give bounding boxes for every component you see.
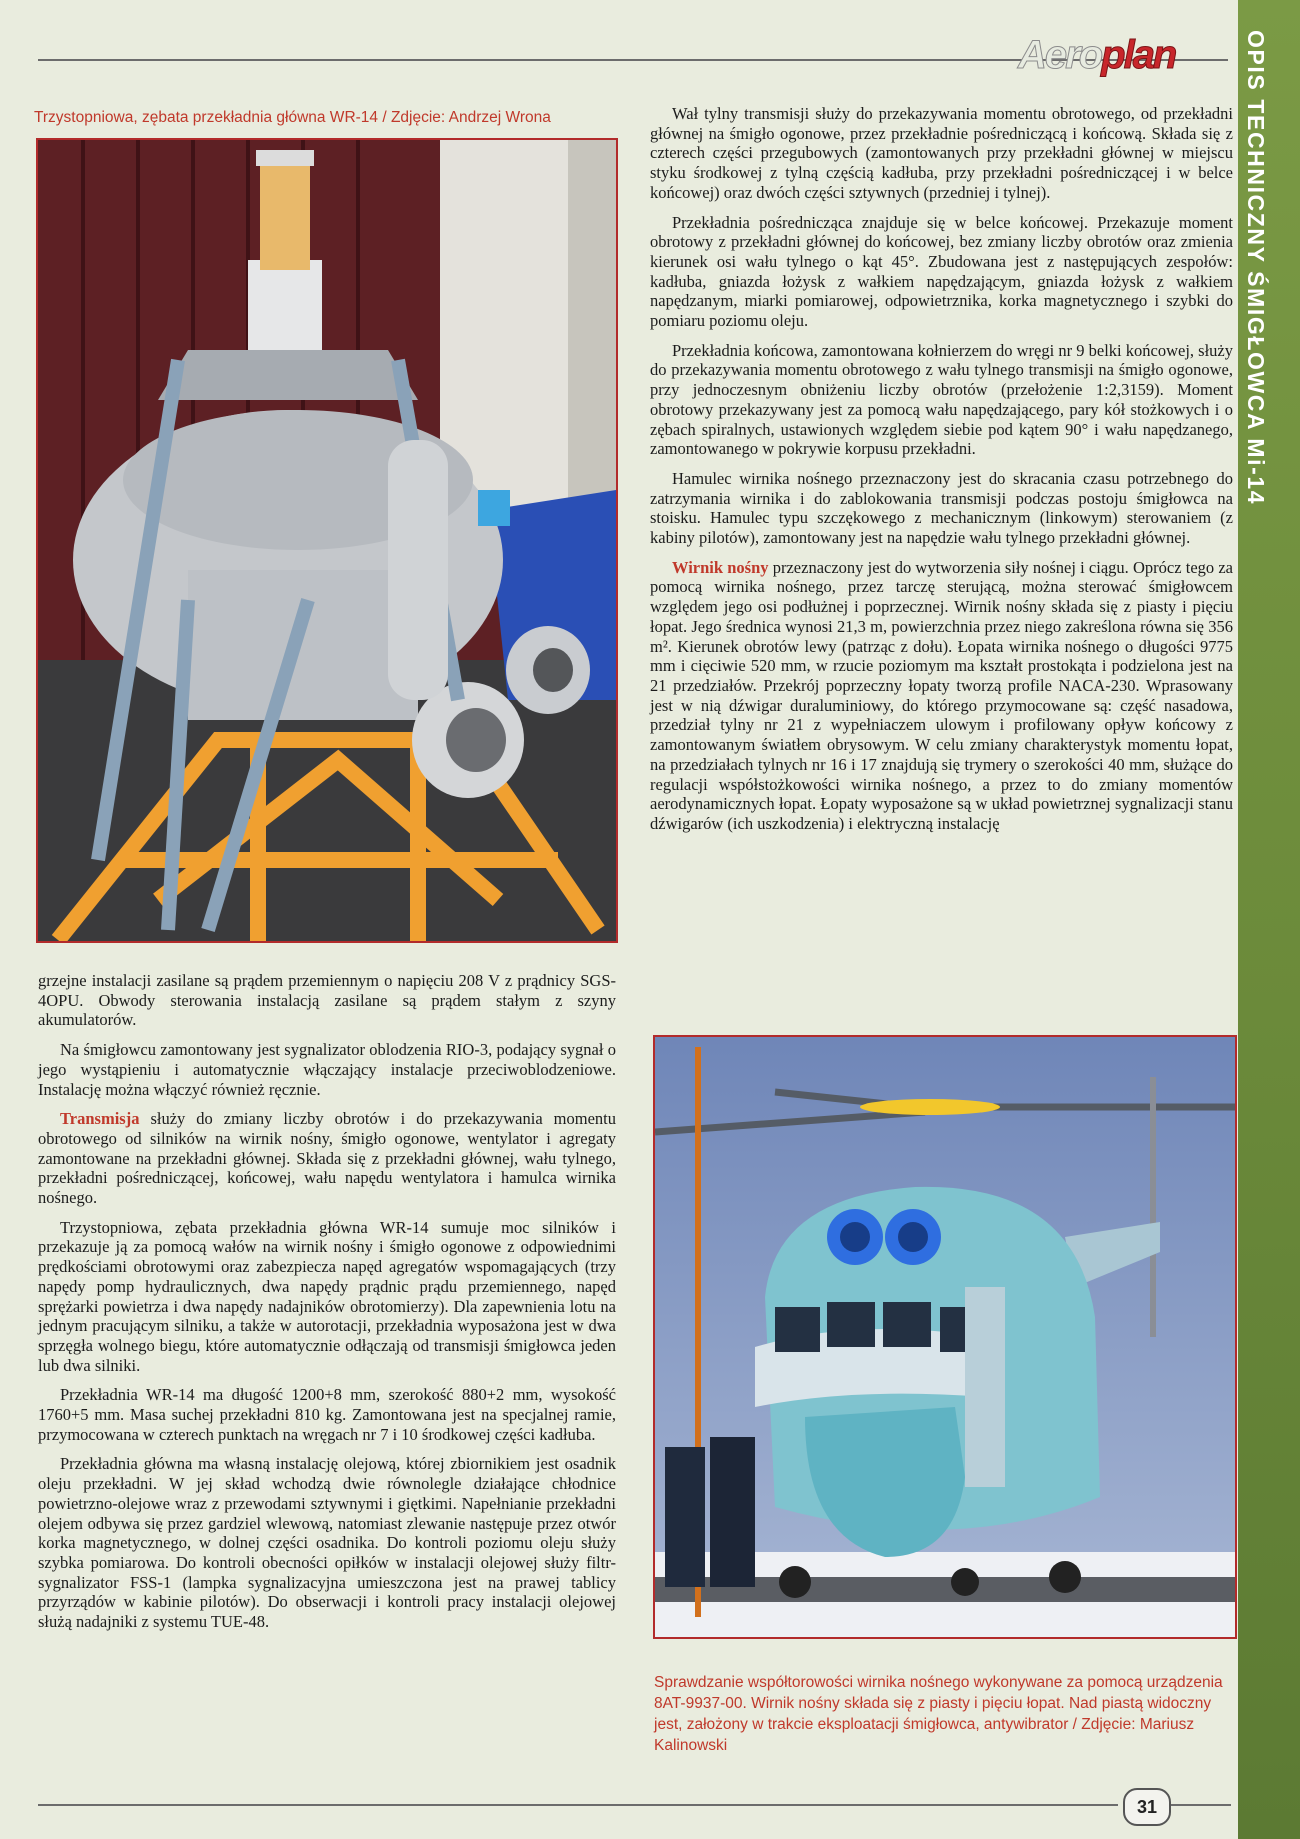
logo-text-aero: Aero bbox=[1018, 33, 1102, 77]
paragraph: Przekładnia pośrednicząca znajduje się w belce końcowej. Przekazuje moment obrotowy z przekładni głównej do końcowej, bez zmiany liczby obrotów oraz zmienia kierunek osi wału tylnego o kąt 45°. Zbudowana jest z następujących zespołów: kadłuba, gniazda łożysk z wałkiem napędzającym, gniazda łożysk z wałkiem napędzanym, miarki pomiarowej, odpowietrznika, korka magnetycznego i szybki do pomiaru poziomu oleju. bbox=[650, 212, 1233, 331]
gearbox-illustration bbox=[38, 140, 616, 941]
helicopter-photo bbox=[653, 1035, 1237, 1639]
paragraph: Przekładnia główna ma własną instalację olejową, której zbiornikiem jest osadnik oleju przekładni. W jej skład wchodzą dwie równolegle działające chłodnice powietrzno-olejowe wraz z przewodami sztywnymi i giętkimi. Napełnianie przekładni olejem odbywa się przez gardziel wlewową, natomiast zlewanie następuje przez otwór korka magnetycznego, w dolnej części osadnika. Do kontroli poziomu oleju służy szybka pomiarowa. Do kontroli obecności opiłków w instalacji olejowej służy filtr-sygnalizator FSS-1 (lampka sygnalizacyjna umieszczona jest na prawej tablicy przyrządów w kabinie pilotów). Do obserwacji i kontroli pracy instalacji olejowej służą nadajniki z systemu TUE-48. bbox=[38, 1454, 616, 1632]
paragraph: Trzystopniowa, zębata przekładnia główna WR-14 sumuje moc silników i przekazuje ją za pomocą wałów na wirnik nośny i śmigło ogonowe z odpowiednimi prędkościami obrotowymi oraz zabezpiecza napęd agregatów wspomagających (trzy napędy pomp hydraulicznych, dwa napędy prądnic prądu przemiennego, napęd sprężarki powietrza i dwa napędy nadajników obrotomierzy). Dla zapewnienia lotu na jednym pracującym silniku, a także w autorotacji, przekładnia wyposażona jest w dwa sprzęgła wolnego biegu, które automatycznie odłączają od transmisji śmigłowca jeden lub dwa silniki. bbox=[38, 1217, 616, 1375]
paragraph-text: przeznaczony jest do wytworzenia siły nośnej i ciągu. Oprócz tego za pomocą wirnika nośnego, przez tarczę sterującą, można sterować śmigłowcem względem jego osi podłużnej i poprzecznej. Wirnik nośny składa się z piasty i pięciu łopat. Jego średnica wynosi 21,3 m, powierzchnia przez niego zakreślona równa się 356 m². Kierunek obrotów lewy (patrząc z dołu). Łopata wirnika nośnego o długości 9775 mm i cięciwie 520 mm, w rzucie poziomym ma kształt prostokąta i podzielona jest na 21 przedziałów. Przekrój poprzeczny łopaty tworzą profile NACA-230. Wprasowany jest w nią dźwigar duraluminiowy, do którego przymocowane są: część nasadowa, przedział tylny nr 21 z wypełniaczem ulowym i profilowany opływ końcowy z zamontowanym światłem obrysowym. W celu zmiany charakterystyk momentu łopat, na przedziałach tylnych nr 16 i 17 znajdują się trymery o szerokości 40 mm, służące do regulacji współstożkowości wirnika nośnego, a przez to do zmiany momentów aerodynamicznych łopat. Łopaty wyposażone są w układ powietrznej sygnalizacji stanu dźwigarów (ich uszkodzenia) i elektryczną instalację bbox=[650, 557, 1233, 833]
gearbox-photo bbox=[36, 138, 618, 943]
paragraph: Na śmigłowcu zamontowany jest sygnalizator oblodzenia RIO-3, podający sygnał o jego wystąpieniu i automatycznie włączający instalacje przeciwoblodzeniowe. Instalację można włączyć również ręcznie. bbox=[38, 1040, 616, 1099]
paragraph: Przekładnia WR-14 ma długość 1200+8 mm, szerokość 880+2 mm, wysokość 1760+5 mm. Masa suchej przekładni 810 kg. Zamontowana jest na specjalnej ramie, przymocowana w czterech punktach na wręgach nr 7 i 10 środkowej części kadłuba. bbox=[38, 1385, 616, 1444]
paragraph-wirnik-nosny bbox=[650, 558, 1233, 834]
paragraph: Przekładnia końcowa, zamontowana kołnierzem do wręgi nr 9 belki końcowej, służy do przekazywania momentu obrotowego z wału tylnego transmisji na śmigło ogonowe, przy jednoczesnym obniżeniu liczby obrotów (przełożenie 1:2,3159). Moment obrotowy przekazywany jest za pomocą wału napędzającego, pary kół stożkowych i o zębach spiralnych, ustawionych względem siebie pod kątem 90° i wału napędzanego, zamontowanego w pokrywie korpusu przekładni. bbox=[650, 340, 1233, 459]
right-text-column bbox=[650, 104, 1233, 834]
paragraph-text: służy do zmiany liczby obrotów i do przekazywania momentu obrotowego od silników na wirnik nośny, śmigło ogonowe, wentylator i agregaty zamontowane na przekładni głównej. Składa się z przekładni głównej, wału tylnego, przekładni pośredniczącej, końcowej, wału napędu wentylatora i hamulca wirnika nośnego. bbox=[38, 1109, 616, 1208]
paragraph: Wał tylny transmisji służy do przekazywania momentu obrotowego, od przekładni głównej na śmigło ogonowe, przez przekładnie pośredniczącą i końcową. Składa się z czterech części przegubowych (zamontowanych przy przekładni głównej w miejscu styku środkowej z tylną częścią kadłuba, przy przekładni pośredniczącej i w belce końcowej) oraz dwóch części sztywnych (przedniej i tylnej). bbox=[650, 104, 1233, 202]
photo-caption-helicopter: Sprawdzanie współtorowości wirnika nośnego wykonywane za pomocą urządzenia 8AT-9937-00. Wirnik nośny składa się z piasty i pięciu łopat. Nad piastą widoczny jest, założony w trakcie eksploatacji śmigłowca, antywibrator / Zdjęcie: Mariusz Kalinowski bbox=[654, 1674, 1223, 1754]
paragraph: Hamulec wirnika nośnego przeznaczony jest do skracania czasu potrzebnego do zatrzymania wirnika i do zablokowania transmisji podczas postoju śmigłowca na stoisku. Hamulec typu szczękowego z mechanicznym (linkowym) sterowaniem (z kabiny pilotów), zamontowany jest na napędzie wału tylnego przekładni głównej. bbox=[650, 468, 1233, 548]
logo-text-plan: plan bbox=[1101, 33, 1176, 77]
paragraph-transmisja bbox=[38, 1109, 616, 1208]
footer-rule bbox=[38, 1804, 1118, 1806]
paragraph: grzejne instalacji zasilane są prądem przemiennym o napięciu 208 V z prądnicy SGS-4OPU. Obwody sterowania instalacją zasilane są prądem stałym z szyny akumulatorów. bbox=[38, 971, 616, 1030]
magazine-logo bbox=[1018, 33, 1176, 77]
helicopter-illustration bbox=[655, 1037, 1235, 1637]
footer-rule-right bbox=[1171, 1804, 1231, 1806]
photo-caption-gearbox: Trzystopniowa, zębata przekładnia główna WR-14 / Zdjęcie: Andrzej Wrona bbox=[34, 109, 551, 126]
section-lead-wirnik-nosny: Wirnik nośny bbox=[672, 557, 769, 577]
page-number: 31 bbox=[1123, 1788, 1171, 1826]
left-text-column bbox=[38, 971, 616, 1632]
section-lead-transmisja: Transmisja bbox=[60, 1109, 140, 1129]
section-title: OPIS TECHNICZNY ŚMIGŁOWCA Mi-14 bbox=[1243, 30, 1269, 506]
